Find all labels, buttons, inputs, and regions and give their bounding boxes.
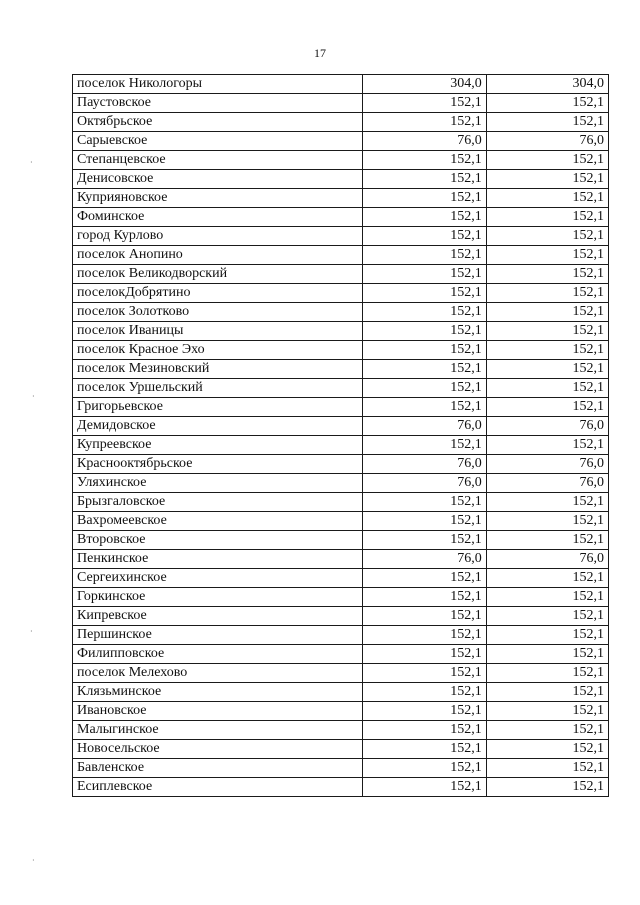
amount-cell-2: 152,1 xyxy=(486,702,608,721)
table-row xyxy=(73,94,609,113)
amount-cell-1: 152,1 xyxy=(362,740,486,759)
table-row xyxy=(73,626,609,645)
table-row xyxy=(73,170,609,189)
municipality-name-cell: Горкинское xyxy=(73,588,363,607)
amount-cell-1: 152,1 xyxy=(362,778,486,797)
amount-cell-2: 152,1 xyxy=(486,303,608,322)
table-row xyxy=(73,550,609,569)
amount-cell-2: 152,1 xyxy=(486,740,608,759)
amount-cell-1: 152,1 xyxy=(362,113,486,132)
municipality-name-cell: Вахромеевское xyxy=(73,512,363,531)
municipality-name-cell: Малыгинское xyxy=(73,721,363,740)
municipality-name-cell: поселок Иваницы xyxy=(73,322,363,341)
table-row xyxy=(73,664,609,683)
amount-cell-2: 152,1 xyxy=(486,531,608,550)
amount-cell-2: 152,1 xyxy=(486,493,608,512)
table-row xyxy=(73,360,609,379)
amount-cell-1: 76,0 xyxy=(362,474,486,493)
table-row xyxy=(73,379,609,398)
table-row xyxy=(73,512,609,531)
municipality-name-cell: Степанцевское xyxy=(73,151,363,170)
municipality-name-cell: Второвское xyxy=(73,531,363,550)
amount-cell-2: 152,1 xyxy=(486,645,608,664)
amount-cell-2: 76,0 xyxy=(486,132,608,151)
amount-cell-1: 76,0 xyxy=(362,455,486,474)
amount-cell-2: 152,1 xyxy=(486,778,608,797)
amount-cell-1: 152,1 xyxy=(362,379,486,398)
municipality-name-cell: Першинское xyxy=(73,626,363,645)
amount-cell-2: 152,1 xyxy=(486,664,608,683)
municipality-name-cell: поселок Золотково xyxy=(73,303,363,322)
table-row xyxy=(73,455,609,474)
amount-cell-1: 152,1 xyxy=(362,303,486,322)
municipality-name-cell: Ивановское xyxy=(73,702,363,721)
amount-cell-2: 152,1 xyxy=(486,341,608,360)
amount-cell-2: 152,1 xyxy=(486,113,608,132)
amount-cell-1: 152,1 xyxy=(362,721,486,740)
municipality-name-cell: поселок Мезиновский xyxy=(73,360,363,379)
amount-cell-2: 152,1 xyxy=(486,170,608,189)
table-row xyxy=(73,474,609,493)
page-number: 17 xyxy=(314,46,326,60)
municipality-name-cell: поселок Анопино xyxy=(73,246,363,265)
table-row xyxy=(73,322,609,341)
amount-cell-2: 152,1 xyxy=(486,626,608,645)
amount-cell-2: 152,1 xyxy=(486,94,608,113)
amount-cell-1: 152,1 xyxy=(362,683,486,702)
municipality-name-cell: поселок Мелехово xyxy=(73,664,363,683)
table-row xyxy=(73,740,609,759)
amount-cell-2: 76,0 xyxy=(486,474,608,493)
municipality-name-cell: Краснооктябрьское xyxy=(73,455,363,474)
municipality-name-cell: поселок Великодворский xyxy=(73,265,363,284)
amount-cell-1: 152,1 xyxy=(362,626,486,645)
table-row xyxy=(73,227,609,246)
municipality-name-cell: Паустовское xyxy=(73,94,363,113)
amount-cell-2: 152,1 xyxy=(486,265,608,284)
table-row xyxy=(73,132,609,151)
amount-cell-1: 76,0 xyxy=(362,550,486,569)
municipality-name-cell: Денисовское xyxy=(73,170,363,189)
amount-cell-2: 152,1 xyxy=(486,398,608,417)
municipality-name-cell: город Курлово xyxy=(73,227,363,246)
municipality-name-cell: Бавленское xyxy=(73,759,363,778)
amount-cell-2: 152,1 xyxy=(486,246,608,265)
municipality-name-cell: Кипревское xyxy=(73,607,363,626)
table-row xyxy=(73,341,609,360)
amount-cell-1: 152,1 xyxy=(362,246,486,265)
amount-cell-1: 152,1 xyxy=(362,189,486,208)
table-body xyxy=(73,75,609,797)
municipality-name-cell: Есиплевское xyxy=(73,778,363,797)
amount-cell-2: 152,1 xyxy=(486,436,608,455)
amount-cell-2: 152,1 xyxy=(486,208,608,227)
municipality-name-cell: Сарыевское xyxy=(73,132,363,151)
amount-cell-1: 152,1 xyxy=(362,569,486,588)
table-row xyxy=(73,75,609,94)
amount-cell-1: 152,1 xyxy=(362,208,486,227)
amount-cell-1: 152,1 xyxy=(362,607,486,626)
table-row xyxy=(73,208,609,227)
table-row xyxy=(73,531,609,550)
amount-cell-1: 304,0 xyxy=(362,75,486,94)
table-row xyxy=(73,417,609,436)
amount-cell-1: 152,1 xyxy=(362,170,486,189)
amount-cell-1: 152,1 xyxy=(362,151,486,170)
municipality-name-cell: Купреевское xyxy=(73,436,363,455)
amount-cell-2: 152,1 xyxy=(486,284,608,303)
allocation-table xyxy=(72,74,609,797)
table-row xyxy=(73,265,609,284)
municipality-name-cell: Октябрьское xyxy=(73,113,363,132)
amount-cell-1: 152,1 xyxy=(362,531,486,550)
table-row xyxy=(73,721,609,740)
municipality-name-cell: Демидовское xyxy=(73,417,363,436)
municipality-name-cell: Новосельское xyxy=(73,740,363,759)
table-row xyxy=(73,398,609,417)
amount-cell-2: 152,1 xyxy=(486,683,608,702)
table-row xyxy=(73,151,609,170)
amount-cell-1: 152,1 xyxy=(362,322,486,341)
amount-cell-2: 152,1 xyxy=(486,721,608,740)
table-row xyxy=(73,436,609,455)
municipality-name-cell: поселокДобрятино xyxy=(73,284,363,303)
table-row xyxy=(73,303,609,322)
amount-cell-1: 76,0 xyxy=(362,132,486,151)
table-row xyxy=(73,246,609,265)
amount-cell-2: 152,1 xyxy=(486,322,608,341)
amount-cell-1: 76,0 xyxy=(362,417,486,436)
amount-cell-1: 152,1 xyxy=(362,759,486,778)
municipality-name-cell: Сергеихинское xyxy=(73,569,363,588)
amount-cell-2: 152,1 xyxy=(486,588,608,607)
amount-cell-1: 152,1 xyxy=(362,227,486,246)
table-row xyxy=(73,493,609,512)
municipality-name-cell: поселок Красное Эхо xyxy=(73,341,363,360)
table-row xyxy=(73,569,609,588)
amount-cell-2: 152,1 xyxy=(486,379,608,398)
municipality-name-cell: поселок Уршельский xyxy=(73,379,363,398)
amount-cell-2: 152,1 xyxy=(486,607,608,626)
table-row xyxy=(73,607,609,626)
amount-cell-2: 152,1 xyxy=(486,360,608,379)
municipality-name-cell: Клязьминское xyxy=(73,683,363,702)
amount-cell-1: 152,1 xyxy=(362,436,486,455)
table-row xyxy=(73,588,609,607)
table-row xyxy=(73,702,609,721)
table-row xyxy=(73,113,609,132)
table-row xyxy=(73,284,609,303)
table-row xyxy=(73,189,609,208)
scan-dot: · xyxy=(30,158,33,167)
amount-cell-2: 152,1 xyxy=(486,189,608,208)
amount-cell-2: 152,1 xyxy=(486,759,608,778)
municipality-name-cell: Куприяновское xyxy=(73,189,363,208)
amount-cell-1: 152,1 xyxy=(362,588,486,607)
table-row xyxy=(73,683,609,702)
amount-cell-2: 76,0 xyxy=(486,455,608,474)
amount-cell-2: 152,1 xyxy=(486,151,608,170)
amount-cell-1: 152,1 xyxy=(362,512,486,531)
scan-dot: · xyxy=(32,856,35,865)
table-row xyxy=(73,778,609,797)
table-row xyxy=(73,759,609,778)
municipality-name-cell: Брызгаловское xyxy=(73,493,363,512)
scan-dot: · xyxy=(30,627,33,636)
amount-cell-1: 152,1 xyxy=(362,702,486,721)
amount-cell-1: 152,1 xyxy=(362,645,486,664)
municipality-name-cell: поселок Никологоры xyxy=(73,75,363,94)
scan-dot: · xyxy=(32,392,35,401)
amount-cell-2: 152,1 xyxy=(486,512,608,531)
amount-cell-1: 152,1 xyxy=(362,398,486,417)
amount-cell-1: 152,1 xyxy=(362,360,486,379)
amount-cell-1: 152,1 xyxy=(362,284,486,303)
amount-cell-2: 76,0 xyxy=(486,417,608,436)
amount-cell-1: 152,1 xyxy=(362,94,486,113)
amount-cell-1: 152,1 xyxy=(362,341,486,360)
amount-cell-2: 304,0 xyxy=(486,75,608,94)
municipality-name-cell: Уляхинское xyxy=(73,474,363,493)
table-row xyxy=(73,645,609,664)
municipality-name-cell: Григорьевское xyxy=(73,398,363,417)
municipality-name-cell: Фоминское xyxy=(73,208,363,227)
municipality-name-cell: Филипповское xyxy=(73,645,363,664)
amount-cell-1: 152,1 xyxy=(362,664,486,683)
amount-cell-2: 152,1 xyxy=(486,227,608,246)
amount-cell-2: 76,0 xyxy=(486,550,608,569)
amount-cell-1: 152,1 xyxy=(362,265,486,284)
amount-cell-2: 152,1 xyxy=(486,569,608,588)
municipality-name-cell: Пенкинское xyxy=(73,550,363,569)
amount-cell-1: 152,1 xyxy=(362,493,486,512)
